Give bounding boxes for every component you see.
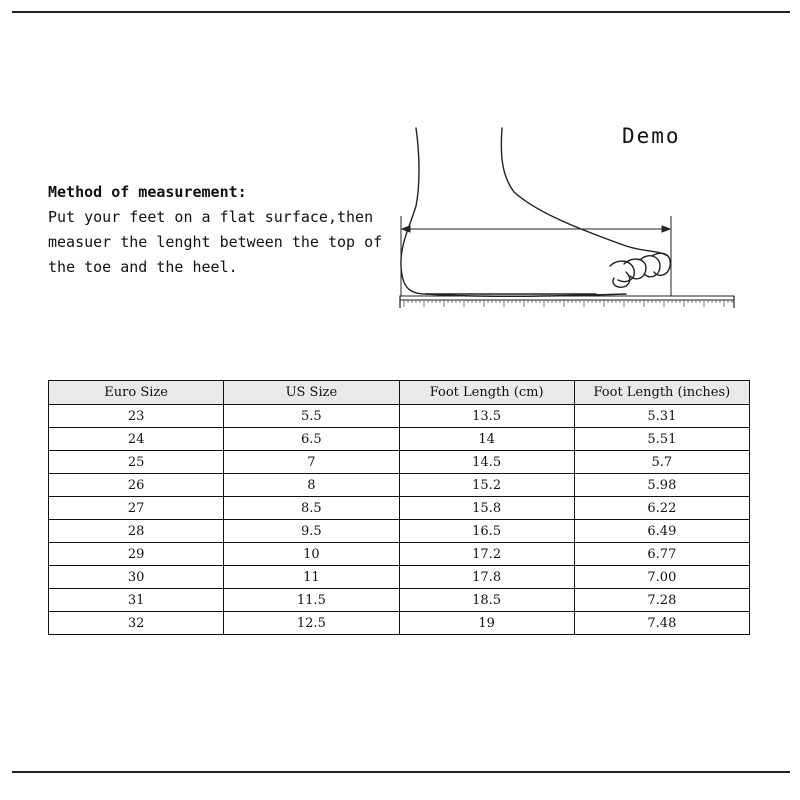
cell-us: 5.5 [224, 405, 399, 428]
cell-inches: 5.31 [574, 405, 749, 428]
cell-cm: 15.2 [399, 474, 574, 497]
table-header-row [49, 381, 750, 405]
size-chart-table [48, 380, 750, 635]
cell-us: 10 [224, 543, 399, 566]
ruler [400, 296, 734, 308]
cell-inches: 6.22 [574, 497, 749, 520]
top-divider [12, 11, 790, 13]
length-arrow [401, 216, 671, 296]
cell-us: 6.5 [224, 428, 399, 451]
table-row [49, 451, 750, 474]
foot-outline-instep [501, 128, 668, 256]
cell-cm: 14 [399, 428, 574, 451]
cell-us: 12.5 [224, 612, 399, 635]
cell-euro: 26 [49, 474, 224, 497]
method-heading: Method of measurement: [48, 183, 247, 201]
foot-outline-heel [401, 128, 596, 294]
foot-measurement-illustration [396, 126, 740, 314]
cell-inches: 5.98 [574, 474, 749, 497]
header-euro-size: Euro Size [49, 381, 224, 405]
table-row [49, 474, 750, 497]
header-foot-length-inches: Foot Length (inches) [574, 381, 749, 405]
method-line-3: the toe and the heel. [48, 258, 238, 276]
cell-inches: 7.00 [574, 566, 749, 589]
cell-cm: 17.8 [399, 566, 574, 589]
cell-euro: 30 [49, 566, 224, 589]
cell-inches: 6.49 [574, 520, 749, 543]
header-us-size: US Size [224, 381, 399, 405]
table-row [49, 520, 750, 543]
cell-inches: 7.48 [574, 612, 749, 635]
cell-euro: 28 [49, 520, 224, 543]
cell-us: 9.5 [224, 520, 399, 543]
cell-euro: 27 [49, 497, 224, 520]
table-row [49, 497, 750, 520]
cell-us: 8.5 [224, 497, 399, 520]
cell-euro: 24 [49, 428, 224, 451]
cell-us: 11.5 [224, 589, 399, 612]
table-row [49, 589, 750, 612]
cell-euro: 32 [49, 612, 224, 635]
bottom-divider [12, 771, 790, 773]
table-row [49, 612, 750, 635]
cell-inches: 6.77 [574, 543, 749, 566]
cell-inches: 5.7 [574, 451, 749, 474]
cell-cm: 16.5 [399, 520, 574, 543]
cell-us: 11 [224, 566, 399, 589]
method-line-2: measuer the lenght between the top of [48, 233, 383, 251]
cell-inches: 7.28 [574, 589, 749, 612]
cell-us: 8 [224, 474, 399, 497]
cell-euro: 29 [49, 543, 224, 566]
table-row [49, 566, 750, 589]
table-row [49, 428, 750, 451]
cell-cm: 18.5 [399, 589, 574, 612]
cell-inches: 5.51 [574, 428, 749, 451]
cell-us: 7 [224, 451, 399, 474]
cell-euro: 31 [49, 589, 224, 612]
cell-euro: 25 [49, 451, 224, 474]
cell-cm: 19 [399, 612, 574, 635]
header-foot-length-cm: Foot Length (cm) [399, 381, 574, 405]
method-line-1: Put your feet on a flat surface,then [48, 208, 374, 226]
cell-cm: 17.2 [399, 543, 574, 566]
table-row [49, 405, 750, 428]
measurement-instructions [48, 180, 388, 280]
cell-euro: 23 [49, 405, 224, 428]
cell-cm: 15.8 [399, 497, 574, 520]
cell-cm: 14.5 [399, 451, 574, 474]
cell-cm: 13.5 [399, 405, 574, 428]
table-row [49, 543, 750, 566]
demo-label: Demo [622, 124, 681, 148]
